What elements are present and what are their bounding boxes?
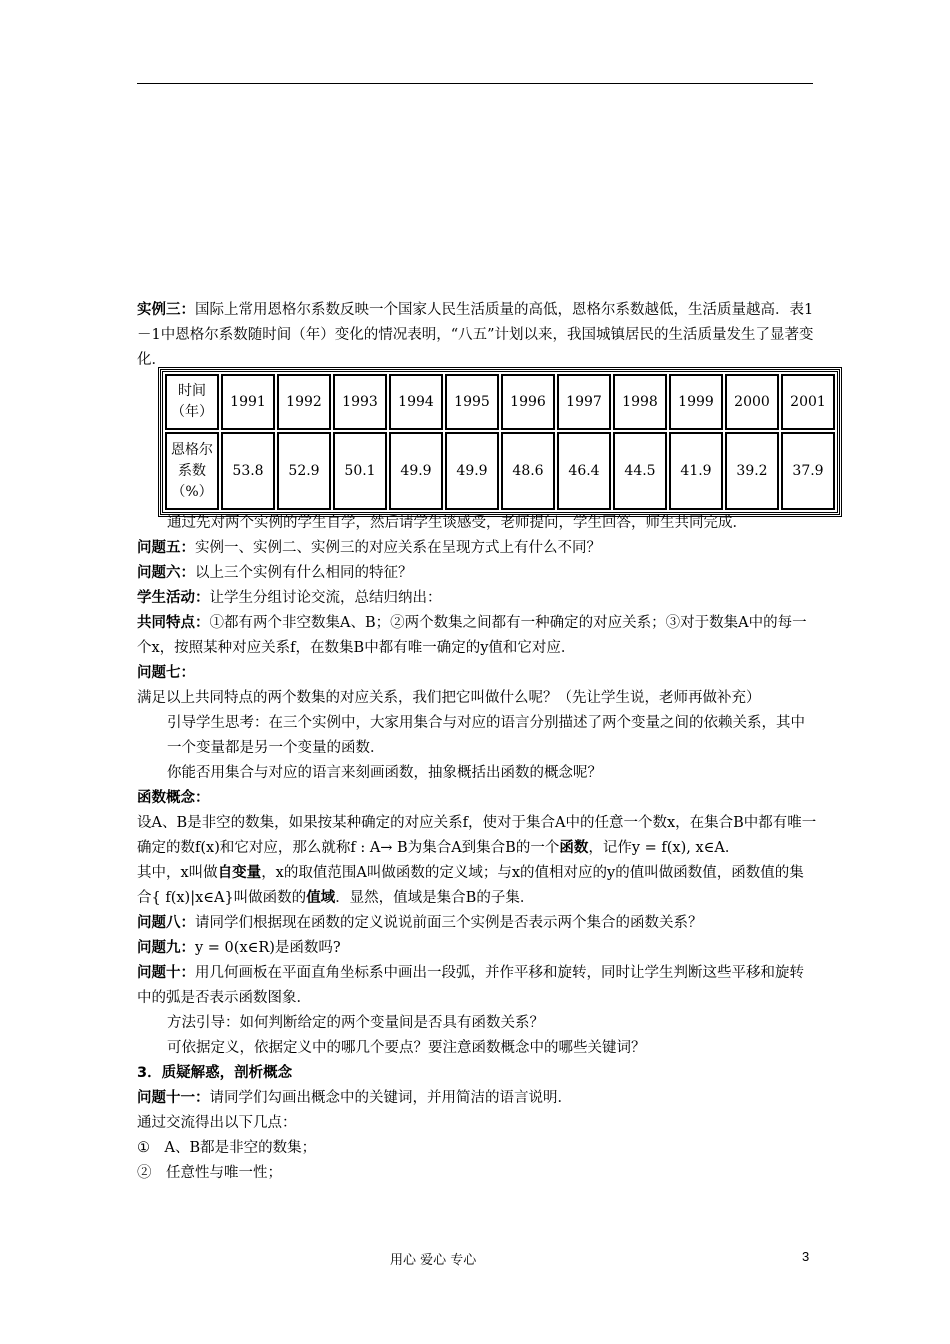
- value-cell: 41.9: [669, 432, 723, 510]
- page-number: 3: [802, 1249, 810, 1264]
- value-cell: 50.1: [333, 432, 387, 510]
- q10-line: 问题十：用几何画板在平面直角坐标系中画出一段弧，并作平移和旋转，同时让学生判断这些平移和旋转中的弧是否表示函数图象．: [137, 965, 804, 1006]
- activity-line: 学生活动：让学生分组讨论交流，总结归纳出：: [137, 590, 442, 606]
- year-cell: 1992: [277, 374, 331, 430]
- method-line: 方法引导：如何判断给定的两个变量间是否具有函数关系？: [167, 1015, 544, 1031]
- line-l1: 通过先对两个实例的学生自学，然后请学生谈感受，老师提问，学生回答，师生共同完成．: [167, 515, 747, 531]
- q8-line: 问题八：请同学们根据现在函数的定义说说前面三个实例是否表示两个集合的函数关系？: [137, 915, 703, 931]
- section3-heading: 3．质疑解惑，剖析概念: [137, 1065, 293, 1081]
- value-cell: 48.6: [501, 432, 555, 510]
- value-cell: 44.5: [613, 432, 667, 510]
- summary-line: 通过交流得出以下几点：: [137, 1115, 297, 1131]
- year-header-cell: 时间 （年）: [165, 374, 219, 430]
- guide1-line: 引导学生思考：在三个实例中，大家用集合与对应的语言分别描述了两个变量之间的依赖关系，其中一个变量都是另一个变量的函数．: [167, 715, 805, 756]
- value-cell: 52.9: [277, 432, 331, 510]
- year-cell: 2000: [725, 374, 779, 430]
- year-cell: 1991: [221, 374, 275, 430]
- year-cell: 1999: [669, 374, 723, 430]
- guide2-line: 你能否用集合与对应的语言来刻画函数，抽象概括出函数的概念呢？: [167, 765, 602, 781]
- engel-header-cell: 恩格尔 系数 （%）: [165, 432, 219, 510]
- q5-line: 问题五：实例一、实例二、实例三的对应关系在呈现方式上有什么不同？: [137, 540, 601, 556]
- year-cell: 1997: [557, 374, 611, 430]
- header-rule: [137, 83, 813, 84]
- example3-label: 实例三：: [137, 302, 195, 318]
- item2-line: ② 任意性与唯一性；: [137, 1165, 282, 1181]
- concept-line: 设A、B是非空的数集，如果按某种确定的对应关系f，使对于集合A中的任意一个数x，在集合B中都有唯一确定的数f(x)和它对应，那么就称f : A→ B为集合A到集合B的一个函数，记作y = f(x), x∈A．: [137, 815, 817, 856]
- body-text: [137, 511, 817, 1186]
- method2-line: 可依据定义，依据定义中的哪几个要点？要注意函数概念中的哪些关键词？: [167, 1040, 646, 1056]
- value-cell: 49.9: [445, 432, 499, 510]
- q11-line: 问题十一：请同学们勾画出概念中的关键词，并用简洁的语言说明．: [137, 1090, 572, 1106]
- q9-line: 问题九：y = 0(x∈R)是函数吗?: [137, 940, 341, 956]
- value-cell: 39.2: [725, 432, 779, 510]
- where-line: 其中，x叫做自变量，x的取值范围A叫做函数的定义域；与x的值相对应的y的值叫做函数值，函数值的集合{ f(x)|x∈A}叫做函数的值域．显然，值域是集合B的子集．: [137, 865, 804, 906]
- footer-text: 用心 爱心 专心: [390, 1253, 477, 1268]
- value-cell: 53.8: [221, 432, 275, 510]
- engel-table: [160, 369, 840, 515]
- example3-text: 国际上常用恩格尔系数反映一个国家人民生活质量的高低，恩格尔系数越低，生活质量越高．表1－1中恩格尔系数随时间（年）变化的情况表明，“八五”计划以来，我国城镇居民的生活质量发生了显著变化．: [137, 302, 814, 368]
- year-cell: 1995: [445, 374, 499, 430]
- concept-label: 函数概念：: [137, 790, 210, 806]
- item1-line: ① A、B都是非空的数集；: [137, 1140, 317, 1156]
- value-cell: 49.9: [389, 432, 443, 510]
- value-cell: 37.9: [781, 432, 835, 510]
- year-cell: 1996: [501, 374, 555, 430]
- table-row-years: [165, 374, 835, 430]
- example3-paragraph: [137, 298, 817, 373]
- value-cell: 46.4: [557, 432, 611, 510]
- q6-line: 问题六：以上三个实例有什么相同的特征？: [137, 565, 413, 581]
- year-cell: 1993: [333, 374, 387, 430]
- year-cell: 2001: [781, 374, 835, 430]
- year-cell: 1998: [613, 374, 667, 430]
- q7-line: 问题七：满足以上共同特点的两个数集的对应关系，我们把它叫做什么呢？（先让学生说，老师再做补充）: [137, 665, 761, 706]
- common-line: 共同特点：①都有两个非空数集A、B；②两个数集之间都有一种确定的对应关系；③对于数集A中的每一个x，按照某种对应关系f，在数集B中都有唯一确定的y值和它对应．: [137, 615, 807, 656]
- year-cell: 1994: [389, 374, 443, 430]
- table-row-values: [165, 432, 835, 510]
